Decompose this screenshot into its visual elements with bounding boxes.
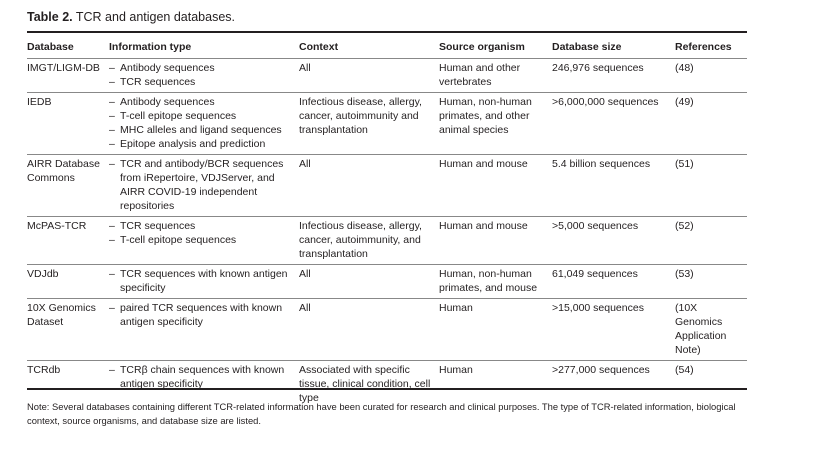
information-list [109,363,299,391]
table-label: Table 2. [27,10,73,24]
cell-information-type [109,155,299,217]
table-row [27,93,747,155]
cell-context: All [299,299,439,361]
header-row [27,36,747,59]
table-row [27,217,747,265]
cell-database: TCRdb [27,361,109,409]
cell-context: All [299,265,439,299]
cell-context: Infectious disease, allergy, cancer, autoimmunity, and transplantation [299,217,439,265]
information-item: – TCRβ chain sequences with known antigen specificity [109,363,299,391]
cell-information-type [109,93,299,155]
cell-context: All [299,62,311,74]
top-rule [27,31,747,33]
cell-source-organism: Human [439,299,552,361]
information-item: – T-cell epitope sequences [109,233,299,247]
header-information-type: Information type [109,41,192,53]
cell-database-size: 5.4 billion sequences [552,155,675,217]
information-item: – TCR and antibody/BCR sequences from iRepertoire, VDJServer, and AIRR COVID-19 independent repositories [109,157,299,213]
cell-database: AIRR Database Commons [27,155,109,217]
information-item: – Epitope analysis and prediction [109,137,299,151]
cell-source-organism: Human, non-human primates, and mouse [439,265,552,299]
header-references: References [675,41,732,53]
cell-information-type [109,217,299,265]
table-row [27,299,747,361]
information-list [109,301,299,329]
cell-context: Associated with specific tissue, clinical condition, cell type [299,361,439,409]
cell-database: McPAS-TCR [27,217,109,265]
cell-references: (10X Genomics Application Note) [675,299,747,361]
cell-references: (51) [675,155,747,217]
table-row [27,59,747,93]
cell-database: VDJdb [27,265,109,299]
cell-source-organism: Human and mouse [439,217,552,265]
cell-database-size: 61,049 sequences [552,265,675,299]
cell-references: (48) [675,62,694,74]
cell-context: All [299,155,439,217]
header-source-organism: Source organism [439,41,525,53]
information-item: – TCR sequences [109,75,299,89]
cell-database-size: >6,000,000 sequences [552,93,675,155]
cell-references: (52) [675,217,747,265]
information-list [109,267,299,295]
cell-database-size: >15,000 sequences [552,299,675,361]
cell-database-size: >5,000 sequences [552,217,675,265]
header-context: Context [299,41,339,53]
cell-source-organism: Human and mouse [439,155,552,217]
cell-database: 10X Genomics Dataset [27,299,109,361]
cell-source-organism: Human and other vertebrates [439,62,521,88]
table-title: TCR and antigen databases. [75,10,236,24]
cell-context: Infectious disease, allergy, cancer, autoimmunity and transplantation [299,93,439,155]
cell-information-type [109,299,299,361]
information-list [109,61,299,89]
header-database: Database [27,41,74,53]
information-item: – Antibody sequences [109,61,299,75]
cell-database: IEDB [27,93,109,155]
information-list [109,157,299,213]
header-database-size: Database size [552,41,622,53]
cell-database-size: >277,000 sequences [552,361,675,409]
information-item: – MHC alleles and ligand sequences [109,123,299,137]
cell-source-organism: Human, non-human primates, and other animal species [439,93,552,155]
cell-references: (54) [675,361,747,409]
information-item: – TCR sequences [109,219,299,233]
table-row [27,155,747,217]
cell-information-type [109,59,299,93]
cell-database-size: 246,976 sequences [552,62,644,74]
table-row [27,265,747,299]
cell-information-type [109,265,299,299]
information-item: – TCR sequences with known antigen specificity [109,267,299,295]
cell-references: (49) [675,93,747,155]
information-item: – T-cell epitope sequences [109,109,299,123]
cell-database: IMGT/LIGM-DB [27,62,100,74]
table-note: Note: Several databases containing different TCR-related information have been curated for research and clinical purposes. The type of TCR-related information, biological context, source organisms, and database size are listed. [27,401,736,426]
table-caption [27,10,235,24]
database-table [27,36,747,408]
information-item: – Antibody sequences [109,95,299,109]
cell-source-organism: Human [439,361,552,409]
cell-references: (53) [675,265,747,299]
information-list [109,95,299,151]
information-item: – paired TCR sequences with known antigen specificity [109,301,299,329]
information-list [109,219,299,247]
